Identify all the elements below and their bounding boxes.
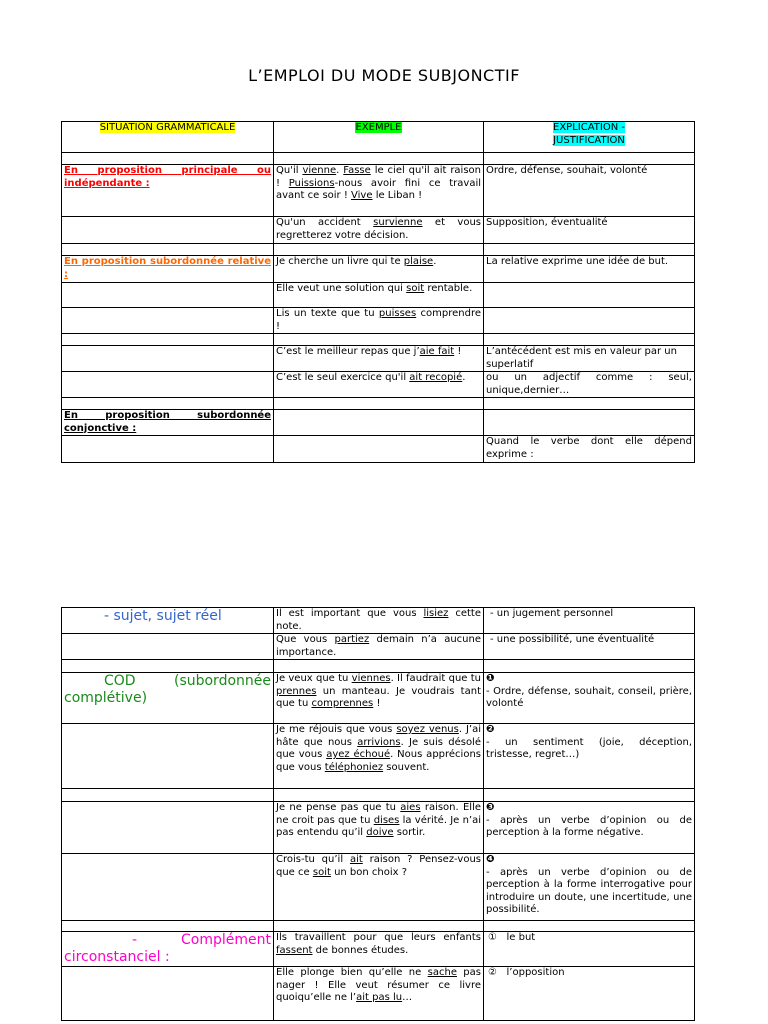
explication-cell: - une possibilité, une éventualité [484,634,695,660]
explication-cell: ❹ - après un verbe d’opinion ou de perception à la forme interrogative pour introduire un doute, une incertitude, une possibilité. [484,854,695,921]
header-situation: SITUATION GRAMMATICALE [62,122,274,153]
explication-cell: Supposition, éventualité [484,217,695,244]
table-row [62,724,695,789]
example-cell: Crois-tu qu’il ait raison ? Pensez-vous que ce soit un bon choix ? [274,854,484,921]
table-row [62,802,695,854]
page-title: L’EMPLOI DU MODE SUBJONCTIF [248,66,520,85]
example-cell: Qu'il vienne. Fasse le ciel qu'il ait raison ! Puissions-nous avoir fini ce travail avant ce soir ! Vive le Liban ! [274,165,484,217]
bullet-1-icon: ❶ [486,673,495,684]
table-row [62,410,695,436]
table-row [62,308,695,334]
circled-2-icon: ② [488,967,497,978]
table-row [62,967,695,1021]
situation-sujet: - sujet, sujet réel [62,608,274,634]
explication-cell: ❸ - après un verbe d’opinion ou de perception à la forme négative. [484,802,695,854]
situation-relative: En proposition subordonnée relative : [62,256,274,283]
table-row [62,346,695,372]
table-row [62,789,695,802]
example-cell: Il est important que vous lisiez cette note. [274,608,484,634]
table-row [62,283,695,308]
bullet-2-icon: ❷ [486,724,495,735]
example-cell: Ils travaillent pour que leurs enfants fassent de bonnes études. [274,932,484,967]
explication-cell: ou un adjectif comme : seul, unique,dernier… [484,372,695,398]
example-cell: Je me réjouis que vous soyez venus. J’ai hâte que nous arrivions. Je suis désolé que vous ayez échoué. Nous apprécions que vous téléphoniez souvent. [274,724,484,789]
explication-cell: La relative exprime une idée de but. [484,256,695,283]
bullet-4-icon: ❹ [486,854,495,865]
situation-cod: COD (subordonnée complétive) [62,673,274,724]
table-row [62,608,695,634]
explication-cell: L’antécédent est mis en valeur par un superlatif [484,346,695,372]
explication-cell: Quand le verbe dont elle dépend exprime : [484,436,695,463]
table-row [62,122,695,153]
header-explication: EXPLICATION - JUSTIFICATION [484,122,695,153]
example-cell: Elle veut une solution qui soit rentable. [274,283,484,308]
table-row [62,921,695,932]
table-row [62,634,695,660]
table-row [62,244,695,256]
table-row [62,217,695,244]
table-row [62,153,695,165]
table-row [62,165,695,217]
table-row [62,398,695,410]
example-cell: Lis un texte que tu puisses comprendre ! [274,308,484,334]
explication-cell: ① le but [484,932,695,967]
example-cell: Qu'un accident survienne et vous regretterez votre décision. [274,217,484,244]
explication-cell: ② l’opposition [484,967,695,1021]
table-row [62,854,695,921]
table-row [62,372,695,398]
example-cell: C’est le seul exercice qu'il ait recopié. [274,372,484,398]
example-cell: Que vous partiez demain n’a aucune importance. [274,634,484,660]
table-row [62,256,695,283]
bullet-3-icon: ❸ [486,802,495,813]
explication-cell: - un jugement personnel [484,608,695,634]
example-cell: C’est le meilleur repas que j’aie fait ! [274,346,484,372]
explication-cell: ❶ - Ordre, défense, souhait, conseil, prière, volonté [484,673,695,724]
header-exemple: EXEMPLE [274,122,484,153]
situation-circonstanciel: - Complément circonstanciel : [62,932,274,967]
table-row [62,660,695,673]
circled-1-icon: ① [488,932,497,943]
example-cell: Je ne pense pas que tu aies raison. Elle ne croit pas que tu dises la vérité. Je n’ai pas entendu qu’il doive sortir. [274,802,484,854]
table-row [62,932,695,967]
example-cell: Elle plonge bien qu’elle ne sache pas nager ! Elle veut résumer ce livre quoiqu’elle ne l’ait pas lu… [274,967,484,1021]
example-cell: Je cherche un livre qui te plaise. [274,256,484,283]
table-row [62,673,695,724]
explication-cell: ❷ - un sentiment (joie, déception, tristesse, regret…) [484,724,695,789]
situation-conjonctive: En proposition subordonnée conjonctive : [62,410,274,436]
table-main [61,121,695,463]
explication-cell: Ordre, défense, souhait, volonté [484,165,695,217]
table-row [62,436,695,463]
table-row [62,334,695,346]
example-cell: Je veux que tu viennes. Il faudrait que tu prennes un manteau. Je voudrais tant que tu comprennes ! [274,673,484,724]
situation-principale: En proposition principale ou indépendante : [62,165,274,217]
table-conjonctive [61,607,695,1021]
